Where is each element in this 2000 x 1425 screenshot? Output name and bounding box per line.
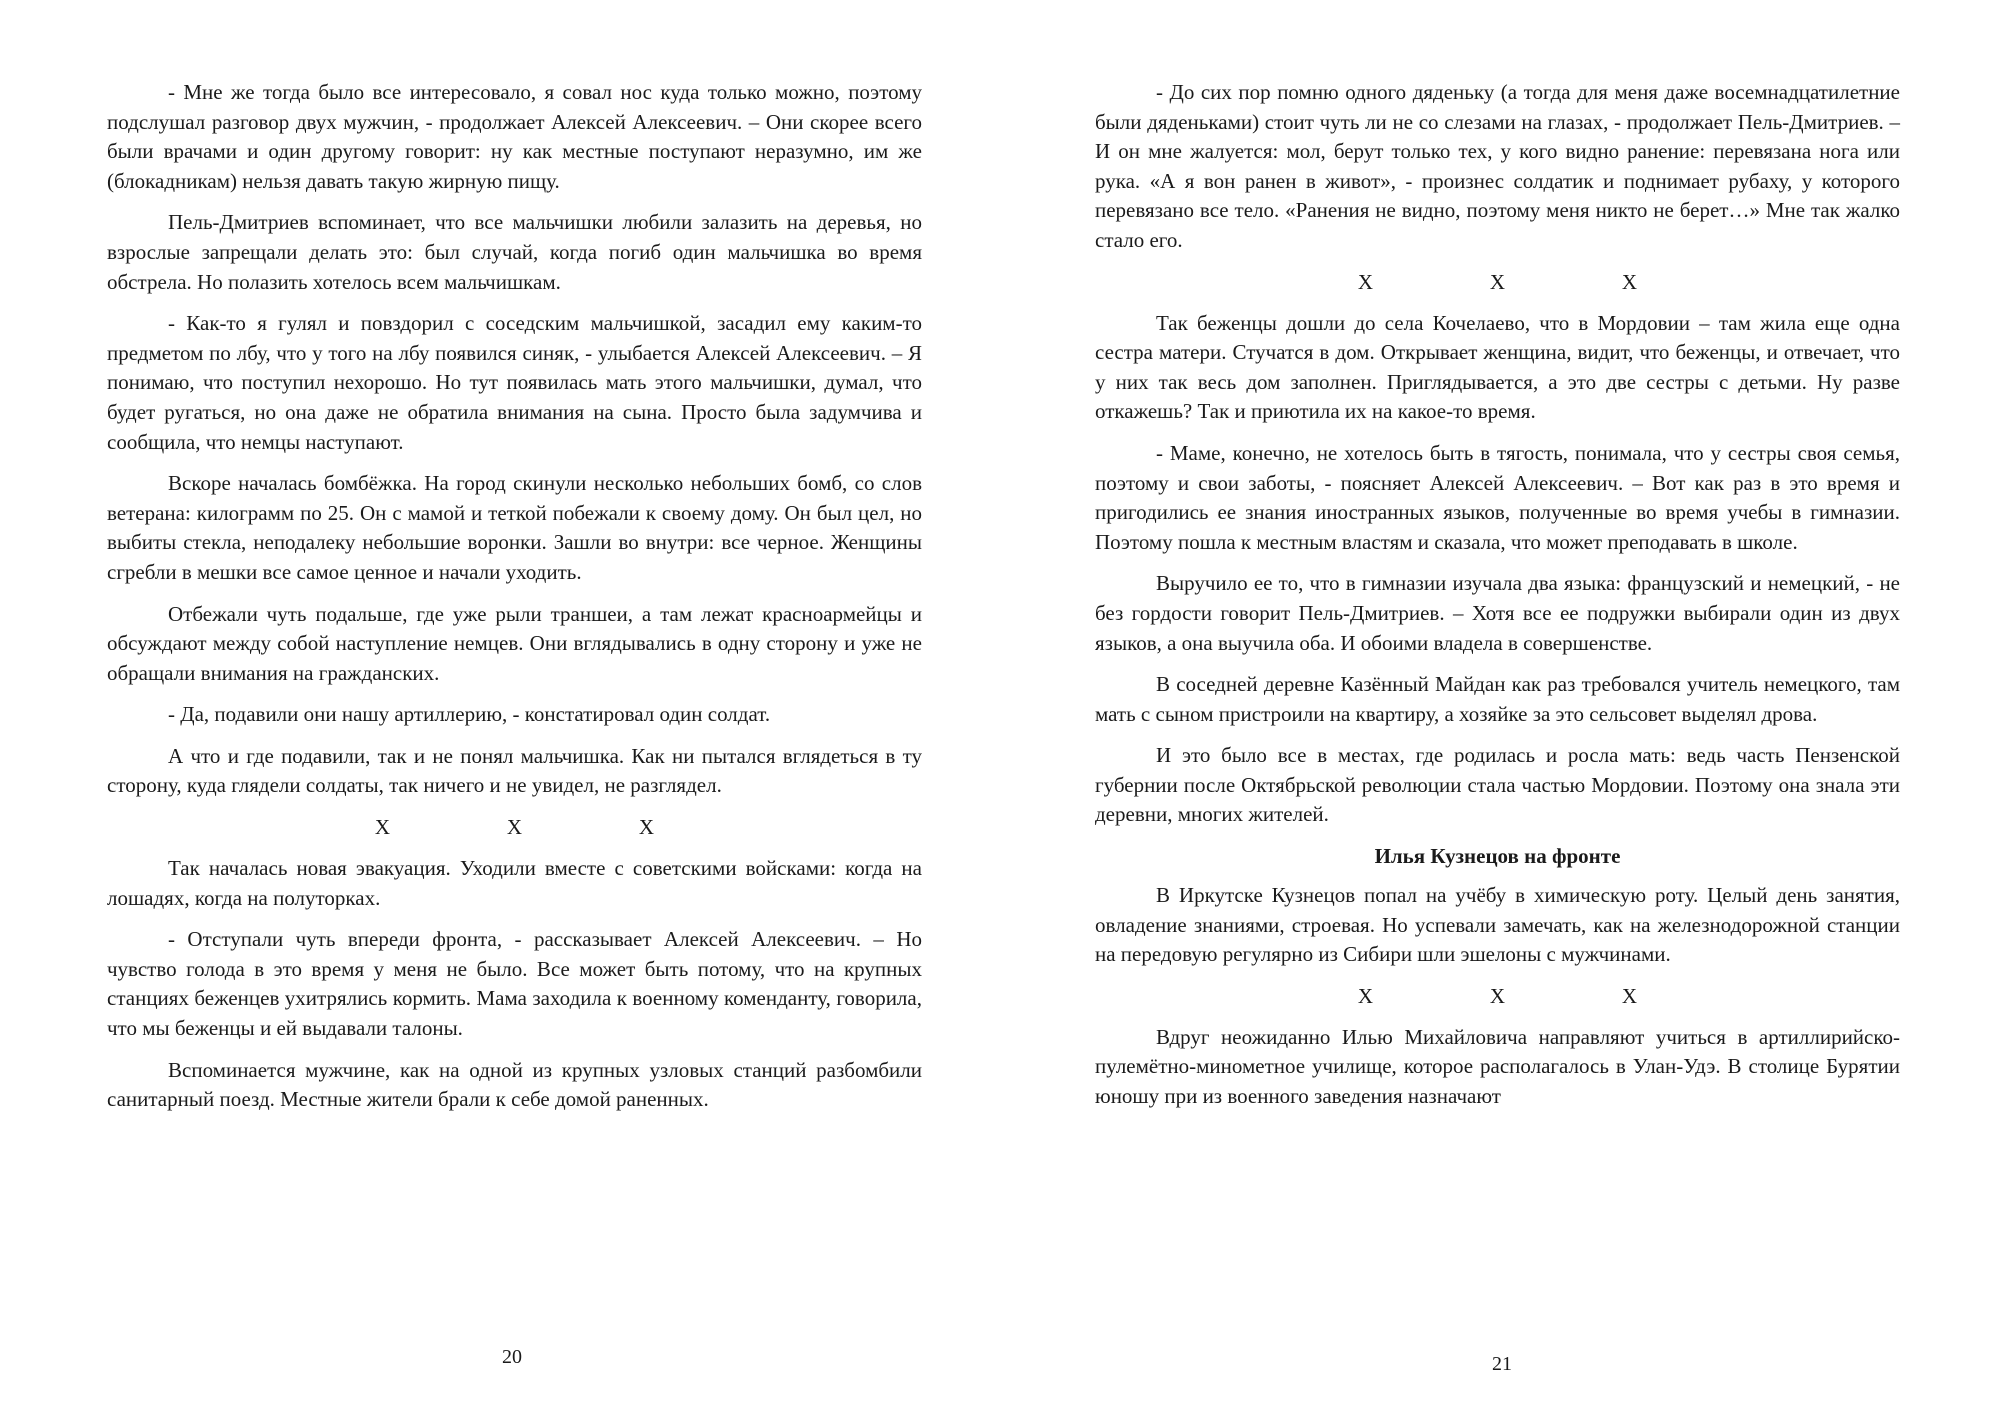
section-separator	[1095, 982, 1900, 1011]
paragraph: В соседней деревне Казённый Майдан как раз требовался учитель немецкого, там мать с сыном пристроили на квартиру, а хозяйке за это сельсовет выделял дрова.	[1095, 672, 1900, 726]
left-page	[107, 78, 922, 1127]
separator-mark: X	[1357, 983, 1374, 1008]
paragraph: Так началась новая эвакуация. Уходили вместе с советскими войсками: когда на лошадях, когда на полуторках.	[107, 856, 922, 910]
paragraph: - Мне же тогда было все интересовало, я совал нос куда только можно, поэтому подслушал разговор двух мужчин, - продолжает Алексей Алексеевич. – Они скорее всего были врачами и один другому говорит: ну как местные поступают неразумно, им же (блокадникам) нельзя давать такую жирную пищу.	[107, 80, 922, 193]
section-heading: Илья Кузнецов на фронте	[1374, 844, 1621, 869]
paragraph: И это было все в местах, где родилась и росла мать: ведь часть Пензенской губернии после Октябрьской революции стала частью Мордовии. Поэтому она знала эти деревни, многих жителей.	[1095, 743, 1900, 827]
section-separator	[1095, 268, 1900, 297]
paragraph: Пель-Дмитриев вспоминает, что все мальчишки любили залазить на деревья, но взрослые запрещали делать это: был случай, когда погиб один мальчишка во время обстрела. Но полазить хотелось всем мальчишкам.	[107, 210, 922, 294]
page-number-left: 20	[502, 1346, 522, 1368]
paragraph: В Иркутске Кузнецов попал на учёбу в химическую роту. Целый день занятия, овладение знаниями, строевая. Но успевали замечать, как на железнодорожной станции на передовую регулярно из Сибири шли эшелоны с мужчинами.	[1095, 883, 1900, 967]
separator-mark: X	[1489, 983, 1506, 1008]
paragraph: - Да, подавили они нашу артиллерию, - констатировал один солдат.	[168, 702, 771, 727]
paragraph: - Отступали чуть впереди фронта, - рассказывает Алексей Алексеевич. – Но чувство голода в это время у меня не было. Все может быть потому, что на крупных станциях беженцев ухитрялись кормить. Мама заходила к военному коменданту, говорила, что мы беженцы и ей выдавали талоны.	[107, 927, 922, 1041]
separator-mark: X	[1489, 269, 1506, 294]
paragraph: А что и где подавили, так и не понял мальчишка. Как ни пытался вглядеться в ту сторону, куда глядели солдаты, так ничего и не увидел, не разглядел.	[107, 743, 922, 798]
separator-mark: X	[506, 815, 523, 840]
separator-mark: X	[1621, 269, 1638, 294]
separator-mark: X	[374, 815, 391, 840]
paragraph: - Как-то я гулял и повздорил с соседским мальчишкой, засадил ему каким-то предметом по лбу, что у того на лбу появился синяк, - улыбается Алексей Алексеевич. – Я понимаю, что поступил нехорошо. Но тут появилась мать этого мальчишки, думал, что будет ругаться, но она даже не обратила внимания на сына. Просто была задумчива и сообщила, что немцы наступают.	[107, 311, 922, 454]
separator-mark: X	[1357, 269, 1374, 294]
paragraph: Отбежали чуть подальше, где уже рыли траншеи, а там лежат красноармейцы и обсуждают между собой наступление немцев. Они вглядывались в одну сторону и уже не обращали внимания на гражданских.	[107, 601, 922, 685]
separator-mark: X	[1621, 983, 1638, 1008]
paragraph: Вдруг неожиданно Илью Михайловича направляют учиться в артиллирийско-пулемётно-минометное училище, которое располагалось в Улан-Удэ. В столице Бурятии юношу при из военного заведения назначают	[1095, 1024, 1900, 1109]
paragraph: Выручило ее то, что в гимназии изучала два языка: французский и немецкий, - не без гордости говорит Пель-Дмитриев. – Хотя все ее подружки выбирали один из двух языков, а она выучила оба. И обоими владела в совершенстве.	[1095, 571, 1900, 655]
section-separator	[107, 813, 922, 842]
page-number-right: 21	[1492, 1353, 1512, 1375]
paragraph: - Маме, конечно, не хотелось быть в тягость, понимала, что у сестры своя семья, поэтому и свои заботы, - поясняет Алексей Алексеевич. – Вот как раз в это время и пригодились ее знания иностранных языков, полученные во время учебы в гимназии. Поэтому пошла к местным властям и сказала, что может преподавать в школе.	[1095, 440, 1900, 554]
paragraph: Вскоре началась бомбёжка. На город скинули несколько небольших бомб, со слов ветерана: килограмм по 25. Он с мамой и теткой побежали к своему дому. Он был цел, но выбиты стекла, неподалеку небольшие воронки. Зашли во внутри: все черное. Женщины сгребли в мешки все самое ценное и начали уходить.	[107, 471, 922, 584]
paragraph: Так беженцы дошли до села Кочелаево, что в Мордовии – там жила еще одна сестра матери. Стучатся в дом. Открывает женщина, видит, что беженцы, и отвечает, что у них так весь дом заполнен. Приглядывается, а это две сестры с детьми. Ну разве откажешь? Так и приютила их на какое-то время.	[1095, 310, 1900, 424]
separator-mark: X	[638, 815, 655, 840]
paragraph: - До сих пор помню одного дяденьку (а тогда для меня даже восемнадцатилетние были дяденьками) стоит чуть ли не со слезами на глазах, - продолжает Пель-Дмитриев. – И он мне жалуется: мол, берут только тех, у кого видно ранение: перевязана нога или рука. «А я вон ранен в живот», - произнес солдатик и поднимает рубаху, у которого перевязано все тело. «Ранения не видно, поэтому меня никто не берет…» Мне так жалко стало его.	[1095, 80, 1900, 252]
right-page	[1095, 78, 1900, 1124]
paragraph: Вспоминается мужчине, как на одной из крупных узловых станций разбомбили санитарный поезд. Местные жители брали к себе домой раненных.	[107, 1057, 922, 1112]
